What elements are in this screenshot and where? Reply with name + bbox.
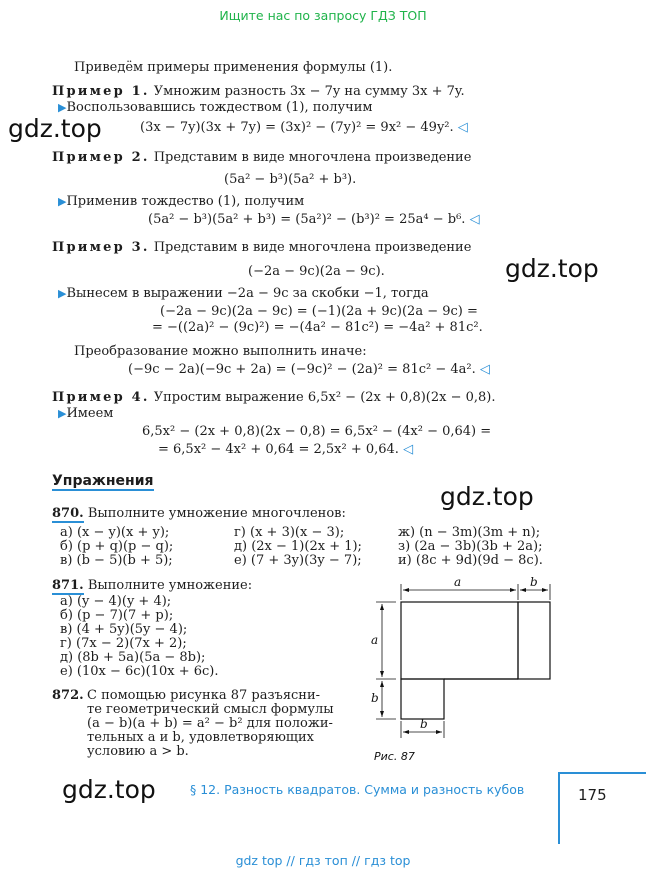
watermark: gdz.top <box>505 254 599 283</box>
end-marker-icon: ◁ <box>403 442 414 457</box>
exercise-870-text: Выполните умножение многочленов: <box>87 506 346 521</box>
label-a-side: a <box>371 633 379 647</box>
exercise-870-item: в) (b − 5)(b + 5); <box>60 553 173 568</box>
triangle-marker-icon: ▶ <box>58 101 67 114</box>
exercise-872-line: С помощью рисунка 87 разъясни- <box>87 688 321 703</box>
exercise-871-item: е) (10x − 6c)(10x + 6c). <box>60 664 219 679</box>
exercise-872-line: те геометрический смысл формулы <box>87 702 334 717</box>
exercise-870-number: 870. <box>52 506 84 521</box>
example-1-solution <box>58 100 373 115</box>
example-1-formula <box>140 120 468 135</box>
example-3-line1: (−2a − 9c)(2a − 9c) = (−1)(2a + 9c)(2a − 9c) = <box>160 304 478 319</box>
example-4-solution-text: Имеем <box>66 406 114 421</box>
end-marker-icon: ◁ <box>469 212 480 227</box>
example-4 <box>52 390 496 405</box>
example-3-solution <box>58 286 429 301</box>
example-4-line1: 6,5x² − (2x + 0,8)(2x − 0,8) = 6,5x² − (4x² − 0,64) = <box>142 424 492 439</box>
end-marker-icon: ◁ <box>457 120 468 135</box>
exercise-871-number: 871. <box>52 578 84 593</box>
example-2-text: Представим в виде многочлена произведение <box>153 150 472 165</box>
example-3-expr: (−2a − 9c)(2a − 9c). <box>248 264 385 279</box>
example-2-solution <box>58 194 304 209</box>
exercise-870-item: б) (p + q)(p − q); <box>60 539 174 554</box>
example-2-label: Пример 2. <box>52 150 150 165</box>
end-marker-icon: ◁ <box>479 362 490 377</box>
top-banner[interactable]: Ищите нас по запросу ГДЗ ТОП <box>219 8 427 23</box>
footer-section-title: § 12. Разность квадратов. Сумма и разность кубов <box>190 782 525 797</box>
watermark: gdz.top <box>62 775 156 804</box>
example-3-line2: = −((2a)² − (9c)²) = −(4a² − 81c²) = −4a² + 81c². <box>152 320 483 335</box>
example-3-label: Пример 3. <box>52 240 150 255</box>
example-2-expr: (5a² − b³)(5a² + b³). <box>224 172 357 187</box>
rect-b-strip <box>518 602 550 679</box>
example-1 <box>52 84 465 99</box>
rect-a-by-a <box>401 602 518 679</box>
exercise-872-line: условию a > b. <box>87 744 189 759</box>
exercise-870-item: з) (2a − 3b)(3b + 2a); <box>398 539 543 554</box>
figure-87 <box>368 572 568 764</box>
example-4-line2-text: = 6,5x² − 4x² + 0,64 = 2,5x² + 0,64. <box>158 442 399 457</box>
exercises-title <box>52 474 154 489</box>
exercise-871-item: д) (8b + 5a)(5a − 8b); <box>60 650 206 665</box>
label-b-bottom: b <box>420 717 428 731</box>
exercise-871 <box>52 578 252 593</box>
example-3-text: Представим в виде многочлена произведение <box>153 240 472 255</box>
footer-divider <box>558 772 560 844</box>
exercise-872-line: (a − b)(a + b) = a² − b² для положи- <box>87 716 333 731</box>
example-4-line2 <box>158 442 413 457</box>
example-1-label: Пример 1. <box>52 84 150 99</box>
exercise-870-item: е) (7 + 3y)(3y − 7); <box>234 553 362 568</box>
exercise-871-text: Выполните умножение: <box>87 578 253 593</box>
triangle-marker-icon: ▶ <box>58 195 67 208</box>
example-4-solution <box>58 406 113 421</box>
intro-text: Приведём примеры применения формулы (1). <box>74 60 393 75</box>
watermark: gdz.top <box>8 114 102 143</box>
example-3-alt-formula <box>128 362 490 377</box>
exercise-872-number <box>52 688 84 703</box>
example-2-formula-text: (5a² − b³)(5a² + b³) = (5a²)² − (b³)² = 25a⁴ − b⁶. <box>148 212 466 227</box>
exercise-870-item: и) (8c + 9d)(9d − 8c). <box>398 553 543 568</box>
example-1-solution-text: Воспользовавшись тождеством (1), получим <box>66 100 373 115</box>
exercise-872-line: тельных a и b, удовлетворяющих <box>87 730 314 745</box>
example-2 <box>52 150 471 165</box>
example-1-text: Умножим разность 3x − 7y на сумму 3x + 7y. <box>153 84 465 99</box>
bottom-links[interactable]: gdz top // гдз топ // гдз top <box>235 853 411 868</box>
exercises-title-text: Упражнения <box>52 473 154 489</box>
example-3 <box>52 240 471 255</box>
triangle-marker-icon: ▶ <box>58 407 67 420</box>
exercise-872-number-text: 872. <box>52 688 84 703</box>
rect-b-square <box>401 679 444 719</box>
exercise-871-item: в) (4 + 5y)(5y − 4); <box>60 622 188 637</box>
exercise-870-item: г) (x + 3)(x − 3); <box>234 525 345 540</box>
label-b-top: b <box>530 575 538 589</box>
exercise-870-item: ж) (n − 3m)(3m + n); <box>398 525 541 540</box>
footer-divider-top <box>558 772 646 774</box>
page-number: 175 <box>578 786 607 804</box>
label-a-top: a <box>454 575 462 589</box>
exercise-871-item: б) (p − 7)(7 + p); <box>60 608 174 623</box>
label-b-side: b <box>371 691 379 705</box>
exercise-870-item: а) (x − y)(x + y); <box>60 525 170 540</box>
triangle-marker-icon: ▶ <box>58 287 67 300</box>
example-2-solution-text: Применив тождество (1), получим <box>66 194 305 209</box>
exercise-870 <box>52 506 346 521</box>
exercise-871-item: а) (y − 4)(y + 4); <box>60 594 172 609</box>
example-4-text: Упростим выражение 6,5x² − (2x + 0,8)(2x − 0,8). <box>153 390 496 405</box>
exercise-870-item: д) (2x − 1)(2x + 1); <box>234 539 362 554</box>
figure-caption: Рис. 87 <box>374 750 415 763</box>
example-4-label: Пример 4. <box>52 390 150 405</box>
example-1-formula-text: (3x − 7y)(3x + 7y) = (3x)² − (7y)² = 9x² − 49y². <box>140 120 454 135</box>
example-2-formula <box>148 212 480 227</box>
example-3-alt: Преобразование можно выполнить иначе: <box>74 344 367 359</box>
exercise-871-item: г) (7x − 2)(7x + 2); <box>60 636 187 651</box>
example-3-solution-text: Вынесем в выражении −2a − 9c за скобки −1, тогда <box>66 286 429 301</box>
watermark: gdz.top <box>440 482 534 511</box>
example-3-alt-formula-text: (−9c − 2a)(−9c + 2a) = (−9c)² − (2a)² = 81c² − 4a². <box>128 362 476 377</box>
